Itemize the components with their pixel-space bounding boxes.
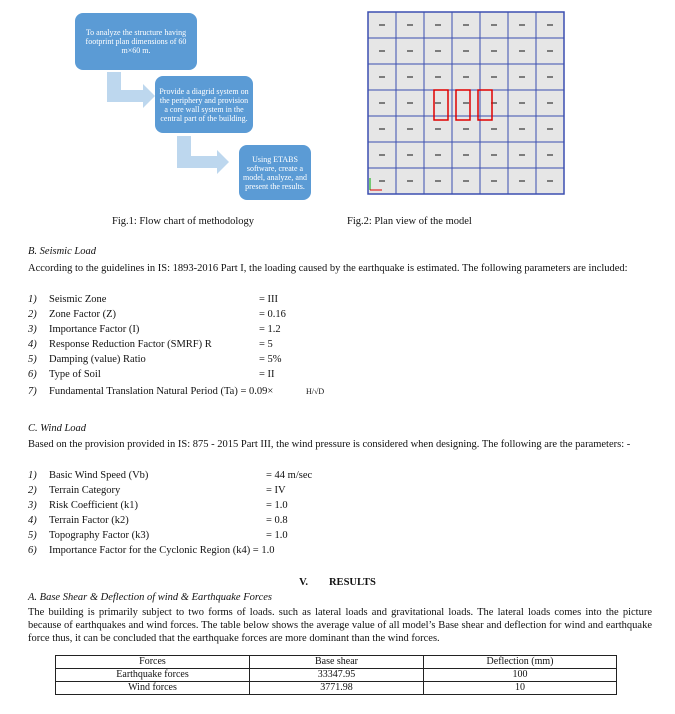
flow-arrow-2-head [217,150,229,174]
wind-intro: Based on the provision provided in IS: 875 - 2015 Part III, the wind pressure is considered when designing. The following are the parameters: - [28,439,631,450]
seismic-param-value: = 5 [259,339,273,350]
results-table [55,655,617,695]
seismic-param-value: = III [259,294,279,305]
seismic-param-name: Zone Factor (Z) [49,309,117,320]
seismic-param-num: 1) [28,294,37,305]
seismic-param-value: = 0.16 [259,309,286,320]
fig1-caption: Fig.1: Flow chart of methodology [112,216,255,227]
wind-param-value: = 1.0 [266,530,288,541]
table-cell: 33347.95 [250,669,424,682]
plan-view [360,8,570,196]
wind-param-value: = 0.8 [266,515,288,526]
results-subheading: A. Base Shear & Deflection of wind & Earthquake Forces [28,592,272,603]
table-header-row [56,656,617,669]
table-header-cell: Deflection (mm) [424,656,617,669]
seismic-param-name: Fundamental Translation Natural Period (Ta) = 0.09× [49,386,274,397]
seismic-param-name: Response Reduction Factor (SMRF) R [49,339,212,350]
table-cell: 10 [424,682,617,695]
wind-param-num: 3) [28,500,37,511]
seismic-param-num: 3) [28,324,37,335]
wind-param-num: 5) [28,530,37,541]
table-header-cell: Base shear [250,656,424,669]
table-cell: Wind forces [56,682,250,695]
wind-param-value: = IV [266,485,286,496]
seismic-param-num: 7) [28,386,37,397]
wind-param-num: 6) [28,545,37,556]
flow-arrow-2b [177,156,217,168]
table-row [56,682,617,695]
results-table-wrap [55,655,617,695]
results-section-title: V. RESULTS [299,577,376,588]
table-header-cell: Forces [56,656,250,669]
table-cell: 3771.98 [250,682,424,695]
wind-param-num: 4) [28,515,37,526]
flowchart-step-1: To analyze the structure having footprint plan dimensions of 60 m×60 m. [75,13,197,70]
seismic-param-value: = 1.2 [259,324,281,335]
seismic-param-num: 4) [28,339,37,350]
table-cell: 100 [424,669,617,682]
wind-param-value: = 1.0 [266,500,288,511]
wind-param-name: Terrain Factor (k2) [49,515,129,526]
seismic-intro: According to the guidelines in IS: 1893-2016 Part I, the loading caused by the earthquake is estimated. The following parameters are included: [28,263,628,274]
wind-param-name: Importance Factor for the Cyclonic Region (k4) = 1.0 [49,545,275,556]
seismic-param-name: Damping (value) Ratio [49,354,146,365]
results-body: The building is primarily subject to two forms of loads. such as lateral loads and gravitational loads. The lateral loads comes into the picture because of earthquakes and wind forces. The table below shows the average value of all model’s Base shear and deflection for wind and earthquake force thus, it can be concluded that the earthquake forces are more dominant than the wind forces. [28,607,652,644]
flowchart-step-3: Using ETABS software, create a model, analyze, and present the results. [239,145,311,200]
fig2-caption: Fig.2: Plan view of the model [347,216,472,227]
wind-param-value: = 44 m/sec [266,470,313,481]
table-cell: Earthquake forces [56,669,250,682]
seismic-param-num: 2) [28,309,37,320]
wind-param-name: Topography Factor (k3) [49,530,150,541]
wind-param-name: Risk Coefficient (k1) [49,500,139,511]
seismic-param-num: 6) [28,369,37,380]
wind-param-name: Terrain Category [49,485,121,496]
plan-grid-svg [360,8,570,196]
seismic-param-value: = 5% [259,354,282,365]
wind-param-num: 1) [28,470,37,481]
seismic-heading: B. Seismic Load [28,246,96,257]
wind-heading: C. Wind Load [28,423,87,434]
seismic-param-name: Type of Soil [49,369,101,380]
wind-param-name: Basic Wind Speed (Vb) [49,470,149,481]
seismic-param-name: Importance Factor (I) [49,324,140,335]
wind-param-num: 2) [28,485,37,496]
flow-arrow-1-head [143,84,155,108]
seismic-param-name: Seismic Zone [49,294,107,305]
table-row [56,669,617,682]
seismic-param-value: = II [259,369,275,380]
seismic-param-value: H/√D [306,387,325,396]
seismic-param-num: 5) [28,354,37,365]
flowchart-step-2: Provide a diagrid system on the periphery and provision a core wall system in the central part of the building. [155,76,253,133]
flow-arrow-1b [107,90,143,102]
